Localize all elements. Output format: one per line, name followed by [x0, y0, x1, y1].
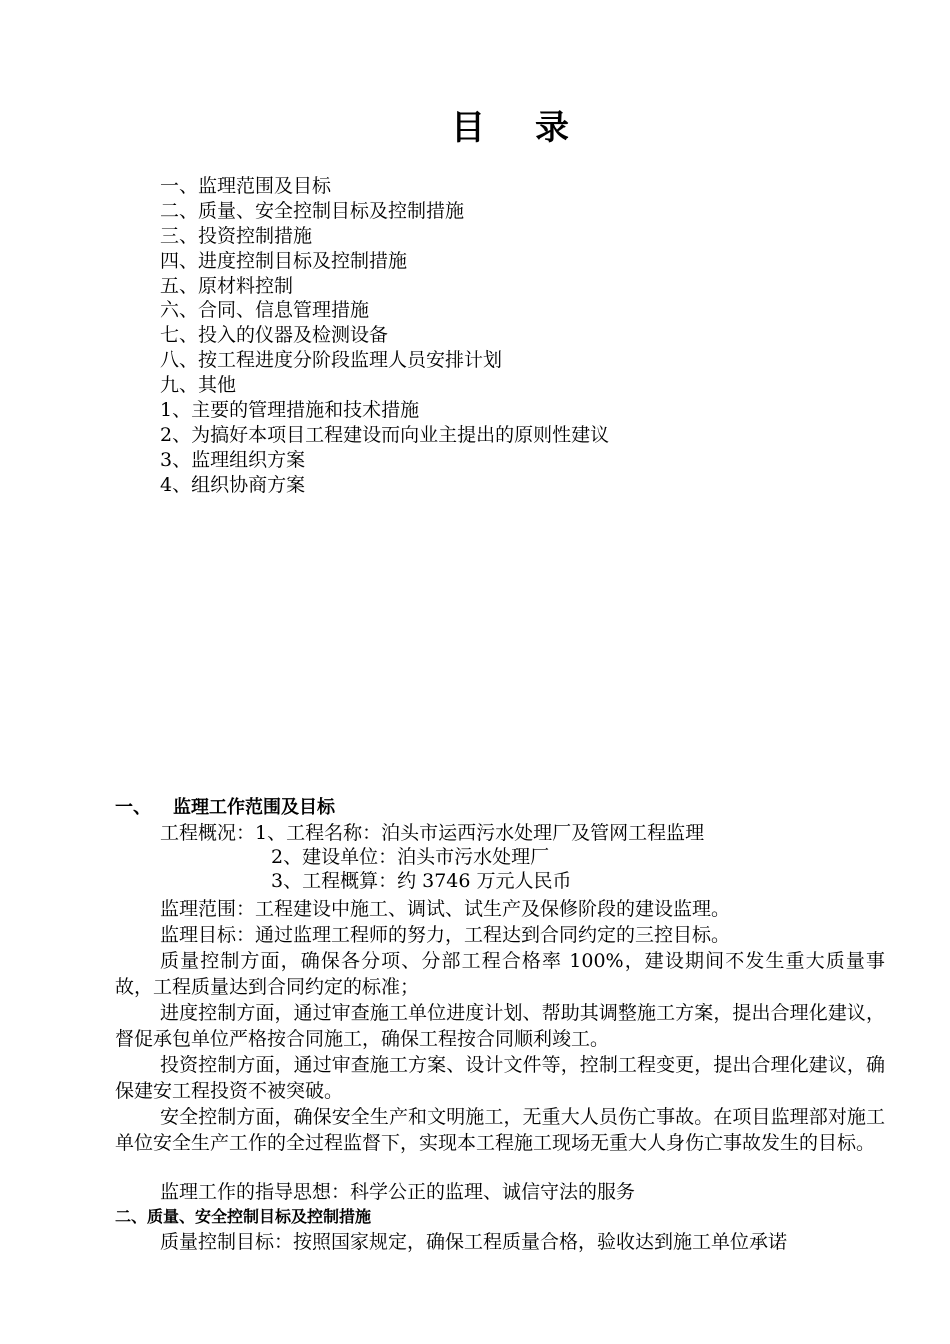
section-2-body — [115, 1229, 885, 1255]
toc-item: 1、主要的管理措施和技术措施 — [160, 399, 420, 422]
toc-item: 四、进度控制目标及控制措施 — [160, 249, 408, 272]
project-overview — [115, 821, 885, 893]
supervision-scope: 监理范围：工程建设中施工、调试、试生产及保修阶段的建设监理。 — [160, 898, 731, 920]
toc-item: 二、质量、安全控制目标及控制措施 — [160, 199, 465, 222]
toc-item: 4、组织协商方案 — [160, 473, 306, 496]
toc-item: 一、监理范围及目标 — [160, 175, 332, 197]
construction-unit: 2、建设单位：泊头市污水处理厂 — [271, 846, 550, 868]
toc-item: 五、原材料控制 — [160, 274, 294, 297]
guiding-thought-block — [115, 1179, 885, 1205]
project-budget: 3、工程概算：约 3746 万元人民币 — [271, 870, 572, 892]
overview-line-3 — [115, 869, 885, 893]
guiding-thought: 监理工作的指导思想：科学公正的监理、诚信守法的服务 — [160, 1181, 636, 1203]
toc-item: 六、合同、信息管理措施 — [160, 299, 370, 322]
toc-list — [160, 174, 609, 498]
toc-item: 九、其他 — [160, 374, 237, 397]
project-name: 1、工程名称：泊头市运西污水处理厂及管网工程监理 — [255, 822, 705, 844]
overview-label: 工程概况： — [160, 822, 256, 844]
toc-item: 三、投资控制措施 — [160, 224, 313, 247]
toc-item: 2、为搞好本项目工程建设而向业主提出的原则性建议 — [160, 423, 610, 446]
toc-item: 3、监理组织方案 — [160, 448, 306, 471]
supervision-goal: 监理目标：通过监理工程师的努力，工程达到合同约定的三控目标。 — [160, 924, 731, 946]
schedule-control-paragraph: 进度控制方面，通过审查施工单位进度计划、帮助其调整施工方案，提出合理化建议，督促承包单位严格按合同施工，确保工程按合同顺利竣工。 — [115, 1002, 885, 1050]
toc-item: 七、投入的仪器及检测设备 — [160, 324, 389, 347]
section-1-title: 监理工作范围及目标 — [173, 797, 335, 818]
toc-item: 八、按工程进度分阶段监理人员安排计划 — [160, 349, 503, 372]
section-1-heading — [115, 796, 890, 820]
quality-goal: 质量控制目标：按照国家规定，确保工程质量合格，验收达到施工单位承诺 — [160, 1231, 788, 1253]
toc-title: 目录 — [451, 108, 619, 148]
investment-control-paragraph: 投资控制方面，通过审查施工方案、设计文件等，控制工程变更，提出合理化建议，确保建安工程投资不被突破。 — [115, 1054, 885, 1102]
safety-control-paragraph: 安全控制方面，确保安全生产和文明施工，无重大人员伤亡事故。在项目监理部对施工单位安全生产工作的全过程监督下，实现本工程施工现场无重大人身伤亡事故发生的目标。 — [115, 1106, 885, 1154]
section-1-number: 一、 — [115, 797, 151, 818]
quality-control-paragraph: 质量控制方面，确保各分项、分部工程合格率 100%，建设期间不发生重大质量事故，工程质量达到合同约定的标准； — [115, 950, 885, 998]
section-2-heading: 二、质量、安全控制目标及控制措施 — [115, 1207, 372, 1226]
overview-line-2 — [115, 845, 885, 869]
overview-line-1 — [115, 821, 885, 845]
section-1-body — [115, 896, 885, 1156]
